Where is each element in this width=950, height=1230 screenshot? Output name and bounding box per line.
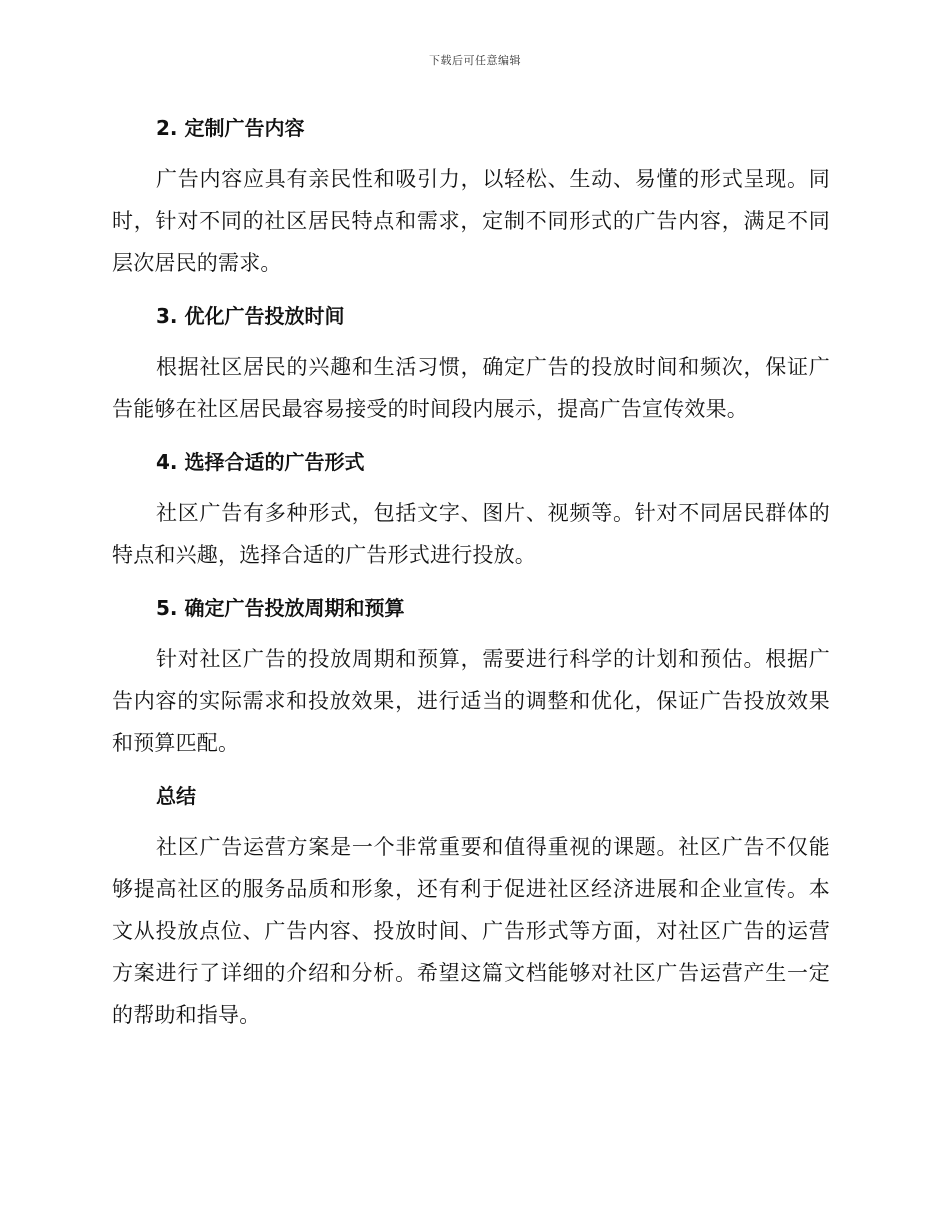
document-body <box>112 108 830 1048</box>
section-heading-optimize-time: 3. 优化广告投放时间 <box>156 304 345 328</box>
section-paragraph-ad-format: 社区广告有多种形式，包括文字、图片、视频等。针对不同居民群体的特点和兴趣，选择合适的广告形式进行投放。 <box>112 501 830 567</box>
section-paragraph-optimize-time: 根据社区居民的兴趣和生活习惯，确定广告的投放时间和频次，保证广告能够在社区居民最容易接受的时间段内展示，提高广告宣传效果。 <box>112 355 830 421</box>
page-header: 下载后可任意编辑 <box>429 54 521 67</box>
section-paragraph-customize-content: 广告内容应具有亲民性和吸引力，以轻松、生动、易懂的形式呈现。同时，针对不同的社区居民特点和需求，定制不同形式的广告内容，满足不同层次居民的需求。 <box>112 167 830 275</box>
section-heading-summary: 总结 <box>156 784 196 808</box>
section-heading-ad-format: 4. 选择合适的广告形式 <box>156 450 365 474</box>
section-paragraph-summary: 社区广告运营方案是一个非常重要和值得重视的课题。社区广告不仅能够提高社区的服务品质和形象，还有利于促进社区经济进展和企业宣传。本文从投放点位、广告内容、投放时间、广告形式等方面，对社区广告的运营方案进行了详细的介绍和分析。希望这篇文档能够对社区广告运营产生一定的帮助和指导。 <box>112 835 830 1027</box>
section-heading-period-budget: 5. 确定广告投放周期和预算 <box>156 596 405 620</box>
section-paragraph-period-budget: 针对社区广告的投放周期和预算，需要进行科学的计划和预估。根据广告内容的实际需求和投放效果，进行适当的调整和优化，保证广告投放效果和预算匹配。 <box>112 647 830 755</box>
section-heading-customize-content: 2. 定制广告内容 <box>156 116 305 140</box>
